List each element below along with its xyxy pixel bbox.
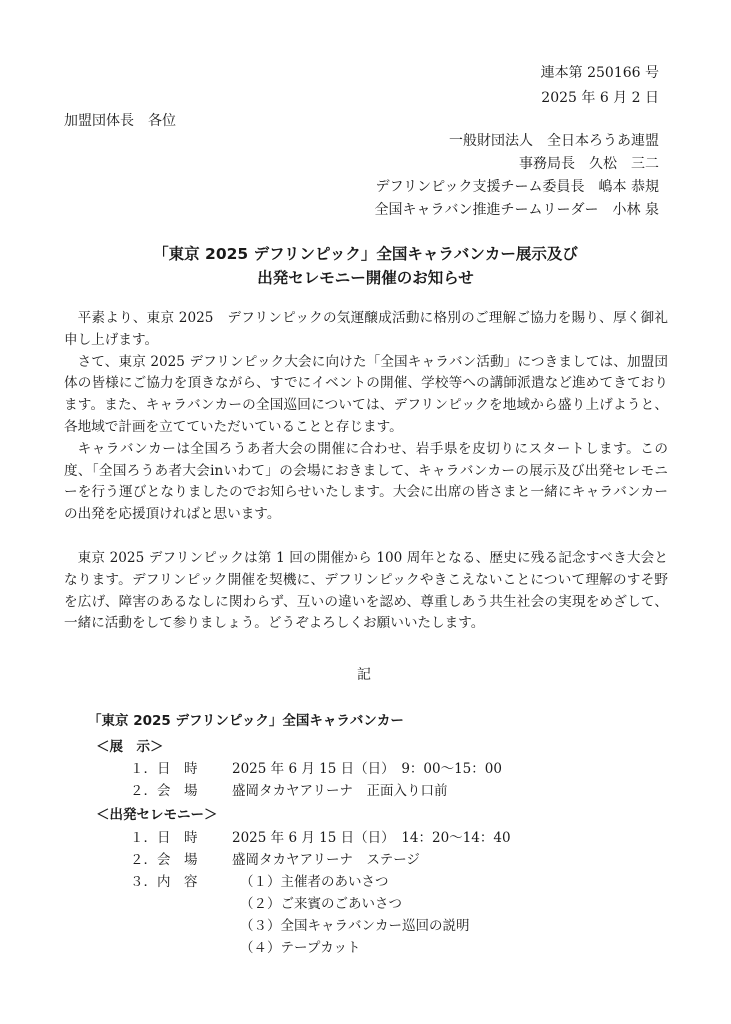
ceremony-program-item-4: （４）テープカット (240, 940, 361, 956)
sender-team-leader: 全国キャラバン推進チームリーダー 小林 泉 (374, 202, 659, 218)
ceremony-program-item-2: （２）ご来賓のごあいさつ (240, 896, 402, 912)
ceremony-heading: ＜出発セレモニー＞ (96, 807, 218, 823)
paragraph-caravan-start: キャラバンカーは全国ろうあ者大会の開催に合わせ、岩手県を皮切りにスタートします。この度、「全国ろうあ者大会inいわて」の会場におきまして、キャラバンカーの展示及び出発セレモニーを行う運びとなりましたのでお知らせいたします。大会に出席の皆さまと一緒にキャラバンカーの出発を応援頂ければと思います。 (64, 440, 668, 523)
document-number: 連本第 250166 号 (540, 65, 659, 81)
document-title-line1: 「東京 2025 デフリンピック」全国キャラバンカー展示及び (153, 245, 578, 263)
recipient: 加盟団体長 各位 (64, 113, 176, 129)
ceremony-datetime-value: 2025 年 6 月 15 日（日） 14：20〜14：40 (232, 830, 511, 846)
exhibition-venue-label: ２．会 場 (130, 783, 198, 799)
sender-secretary-general: 事務局長 久松 三二 (519, 156, 659, 172)
ceremony-program-item-3: （３）全国キャラバンカー巡回の説明 (240, 918, 470, 934)
body-section-2 (64, 548, 668, 635)
ki-marker: 記 (357, 667, 371, 683)
exhibition-datetime-label: １．日 時 (130, 761, 198, 777)
sender-organization: 一般財団法人 全日本ろうあ連盟 (449, 133, 659, 149)
event-name: 「東京 2025 デフリンピック」全国キャラバンカー (88, 713, 404, 729)
ceremony-program-label: ３．内 容 (130, 874, 198, 890)
exhibition-venue-value: 盛岡タカヤアリーナ 正面入り口前 (232, 783, 448, 799)
sender-committee-chair: デフリンピック支援チーム委員長 嶋本 恭規 (375, 179, 659, 195)
body-section-1 (64, 308, 668, 526)
ceremony-program-item-1: （１）主催者のあいさつ (240, 874, 389, 890)
exhibition-heading: ＜展 示＞ (96, 739, 164, 755)
ceremony-venue-label: ２．会 場 (130, 852, 198, 868)
exhibition-datetime-value: 2025 年 6 月 15 日（日） 9：00〜15：00 (232, 761, 502, 777)
issue-date: 2025 年 6 月 2 日 (541, 90, 659, 106)
ceremony-venue-value: 盛岡タカヤアリーナ ステージ (232, 852, 420, 868)
paragraph-closing: 東京 2025 デフリンピックは第 1 回の開催から 100 周年となる、歴史に残る記念すべき大会となります。デフリンピック開催を契機に、デフリンピックやきこえないことについて理解のすそ野を広げ、障害のあるなしに関わらず、互いの違いを認め、尊重しあう共生社会の実現をめざして、一緒に活動をして参りましょう。どうぞよろしくお願いいたします。 (64, 550, 668, 632)
paragraph-caravan-activity: さて、東京 2025 デフリンピック大会に向けた「全国キャラバン活動」につきましては、加盟団体の皆様にご協力を頂きながら、すでにイベントの開催、学校等への講師派遣など進めてきております。また、キャラバンカーの全国巡回については、デフリンピックを地域から盛り上げようと、各地域で計画を立てていただいていることと存じます。 (64, 353, 668, 435)
ceremony-datetime-label: １．日 時 (130, 830, 198, 846)
paragraph-greeting: 平素より、東京 2025 デフリンピックの気運醸成活動に格別のご理解ご協力を賜り、厚く御礼申し上げます。 (64, 310, 668, 348)
document-title-line2: 出発セレモニー開催のお知らせ (257, 269, 474, 287)
